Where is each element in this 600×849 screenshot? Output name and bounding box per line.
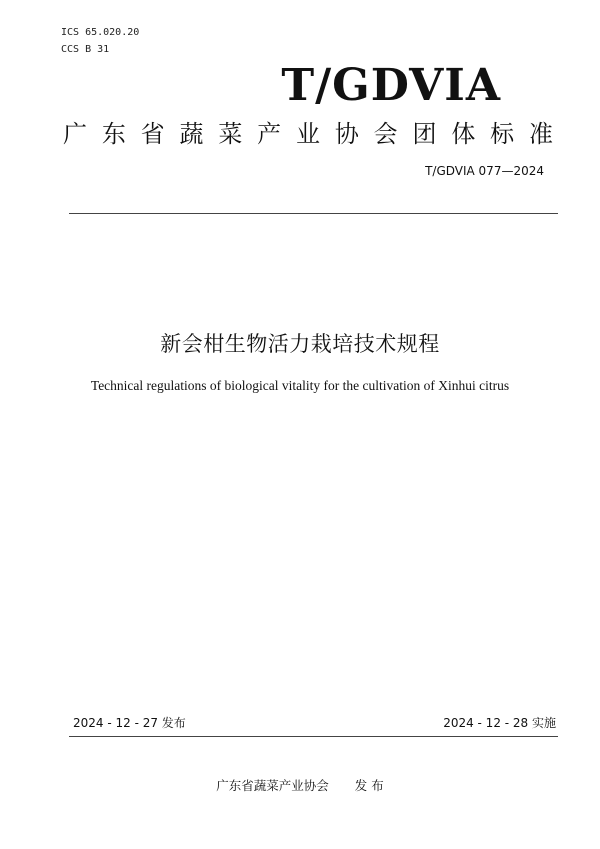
ccs-code: CCS B 31: [61, 44, 110, 55]
publisher-name: 广东省蔬菜产业协会: [216, 778, 329, 793]
document-title-english: Technical regulations of biological vitality for the cultivation of Xinhui citrus: [90, 378, 510, 393]
release-date: 2024 - 12 - 27 发布: [73, 716, 186, 730]
standard-number: T/GDVIA 077—2024: [425, 164, 544, 178]
association-standard-heading: 广东省蔬菜产业协会团体标准: [63, 120, 553, 148]
publisher-line: [0, 776, 600, 794]
standard-brand-code: T/GDVIA: [281, 60, 501, 111]
publisher-action: 发 布: [354, 778, 384, 793]
top-divider: [69, 213, 558, 214]
bottom-divider: [69, 736, 558, 737]
ics-code: ICS 65.020.20: [61, 27, 140, 38]
document-title-chinese: 新会柑生物活力栽培技术规程: [160, 332, 440, 356]
implementation-date: 2024 - 12 - 28 实施: [443, 716, 556, 730]
